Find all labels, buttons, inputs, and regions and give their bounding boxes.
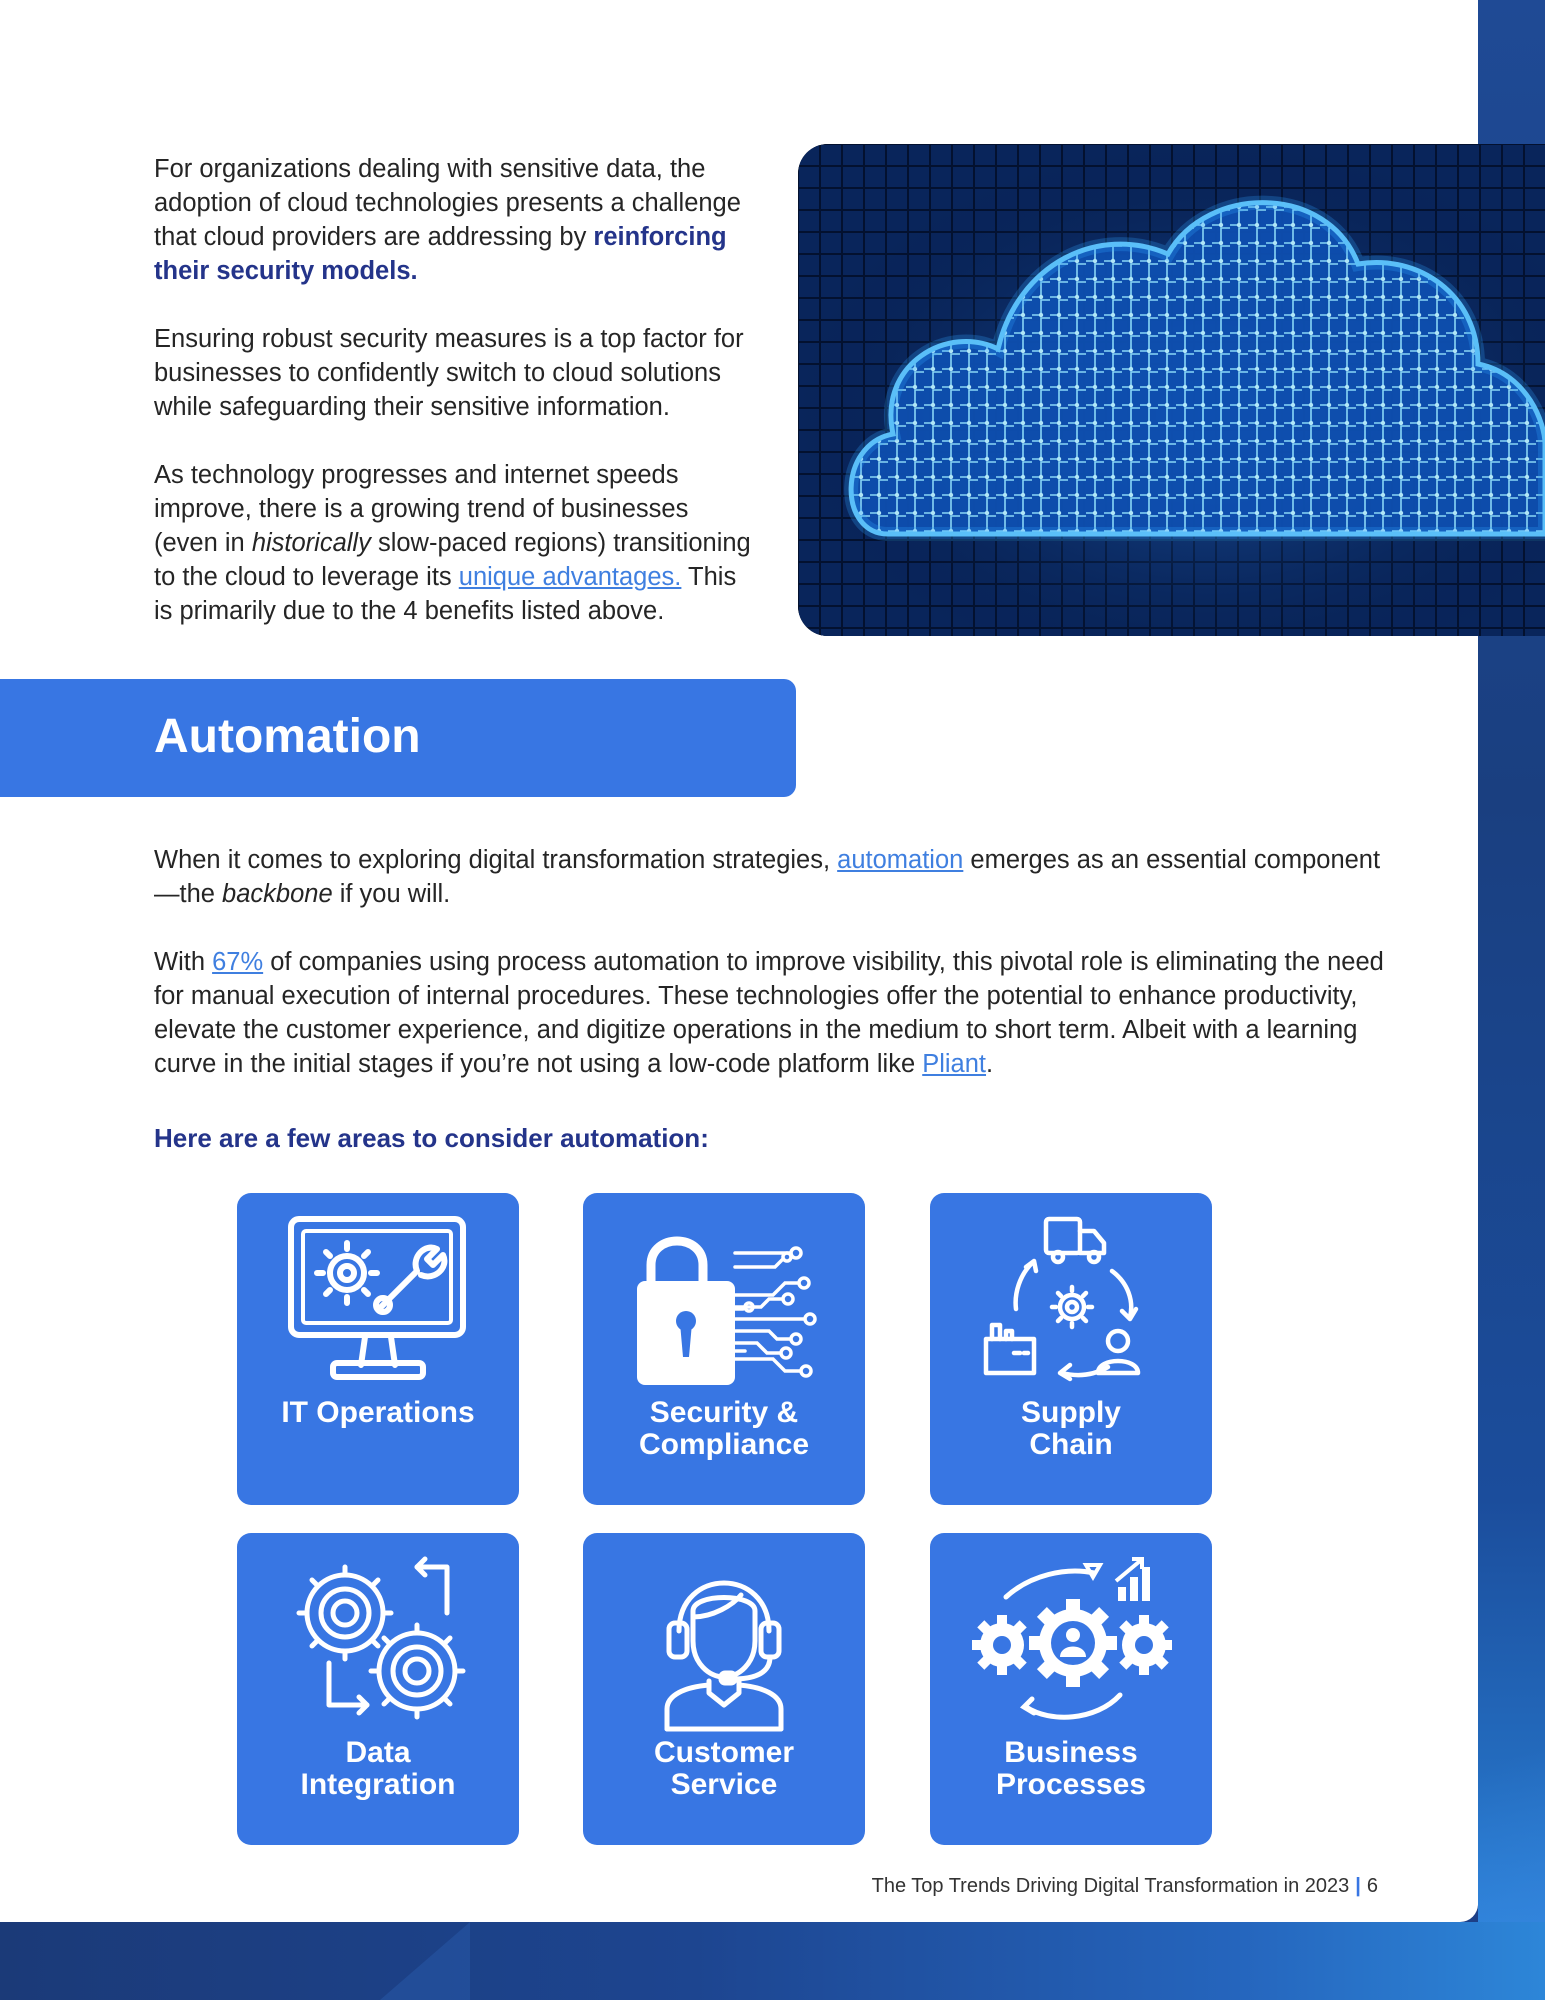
intro-paragraph-3 [154,458,754,628]
card-security-compliance [583,1193,865,1505]
page-footer [872,1872,1378,1900]
pliant-link[interactable]: Pliant [922,1050,987,1078]
body-p2-text-a: With [154,948,213,976]
automation-body-text [154,843,1404,1115]
supply-chain-cycle-icon [970,1213,1172,1393]
intro-p3-italic: historically [251,529,371,557]
card-label: IT Operations [281,1396,475,1429]
card-supply-chain [930,1193,1212,1505]
card-label: Security & Compliance [638,1396,810,1461]
section-title: Automation [154,710,421,763]
automation-section-banner [0,679,796,797]
intro-p1-emphasis: reinforcing their security models. [154,223,727,285]
card-label: Customer Service [653,1736,795,1801]
intro-paragraph-2: Ensuring robust security measures is a top factor for businesses to confidently switch to cloud solutions while safeguarding their sensitive information. [154,325,744,421]
unique-advantages-link[interactable]: unique advantages. [458,563,682,591]
gears-person-chart-icon [970,1553,1172,1733]
body-p1-text-a: When it comes to exploring digital transformation strategies, [154,846,838,874]
areas-heading: Here are a few areas to consider automation: [154,1123,709,1153]
footer-separator: | [1355,1875,1361,1897]
body-p1-italic: backbone [222,880,333,908]
page-number: 6 [1366,1875,1378,1897]
padlock-circuit-icon [623,1213,825,1393]
card-label: Supply Chain [1020,1396,1121,1461]
card-it-operations [237,1193,519,1505]
intro-p3-text-a: As technology progresses and internet speeds improve, there is a growing trend of businesses (even in [154,461,689,557]
bottom-frame-strip [0,1922,1545,2000]
intro-p1-text: For organizations dealing with sensitive data, the adoption of cloud technologies presents a challenge that cloud providers are addressing by [154,155,741,251]
cloud-circuit-image [798,144,1545,636]
card-data-integration [237,1533,519,1845]
body-p2-text-b: of companies using process automation to improve visibility, this pivotal role is eliminating the need for manual execution of internal procedures. These technologies offer the potential to enhance productivity, elevate the customer experience, and digitize operations in the medium to short term. Albeit with a learning curve in the initial stages if you’re not using a low-code platform like [154,948,1384,1078]
intro-p3-text-b: slow-paced regions) transitioning to the cloud to leverage its [154,529,751,591]
intro-paragraph-1 [154,152,754,288]
card-business-processes [930,1533,1212,1845]
monitor-gear-wrench-icon [277,1213,479,1393]
body-p1-text-c: if you will. [332,880,451,908]
statistic-67-percent-link[interactable]: 67% [212,948,264,976]
body-p1-text-b: emerges as an essential component —the [154,846,1381,908]
body-p2-text-c: . [986,1050,994,1078]
body-paragraph-1 [154,843,1404,911]
cloud-circuit-illustration [798,144,1545,636]
footer-document-title: The Top Trends Driving Digital Transformation in 2023 [871,1875,1350,1897]
intro-text-column [154,152,754,662]
automation-link[interactable]: automation [837,846,964,874]
card-customer-service [583,1533,865,1845]
card-label: Business Processes [995,1736,1147,1801]
card-label: Data Integration [300,1736,456,1801]
body-paragraph-2 [154,945,1404,1081]
gears-arrows-icon [277,1553,479,1733]
intro-p3-text-c: This is primarily due to the 4 benefits listed above. [154,563,737,625]
headset-agent-icon [623,1553,825,1733]
